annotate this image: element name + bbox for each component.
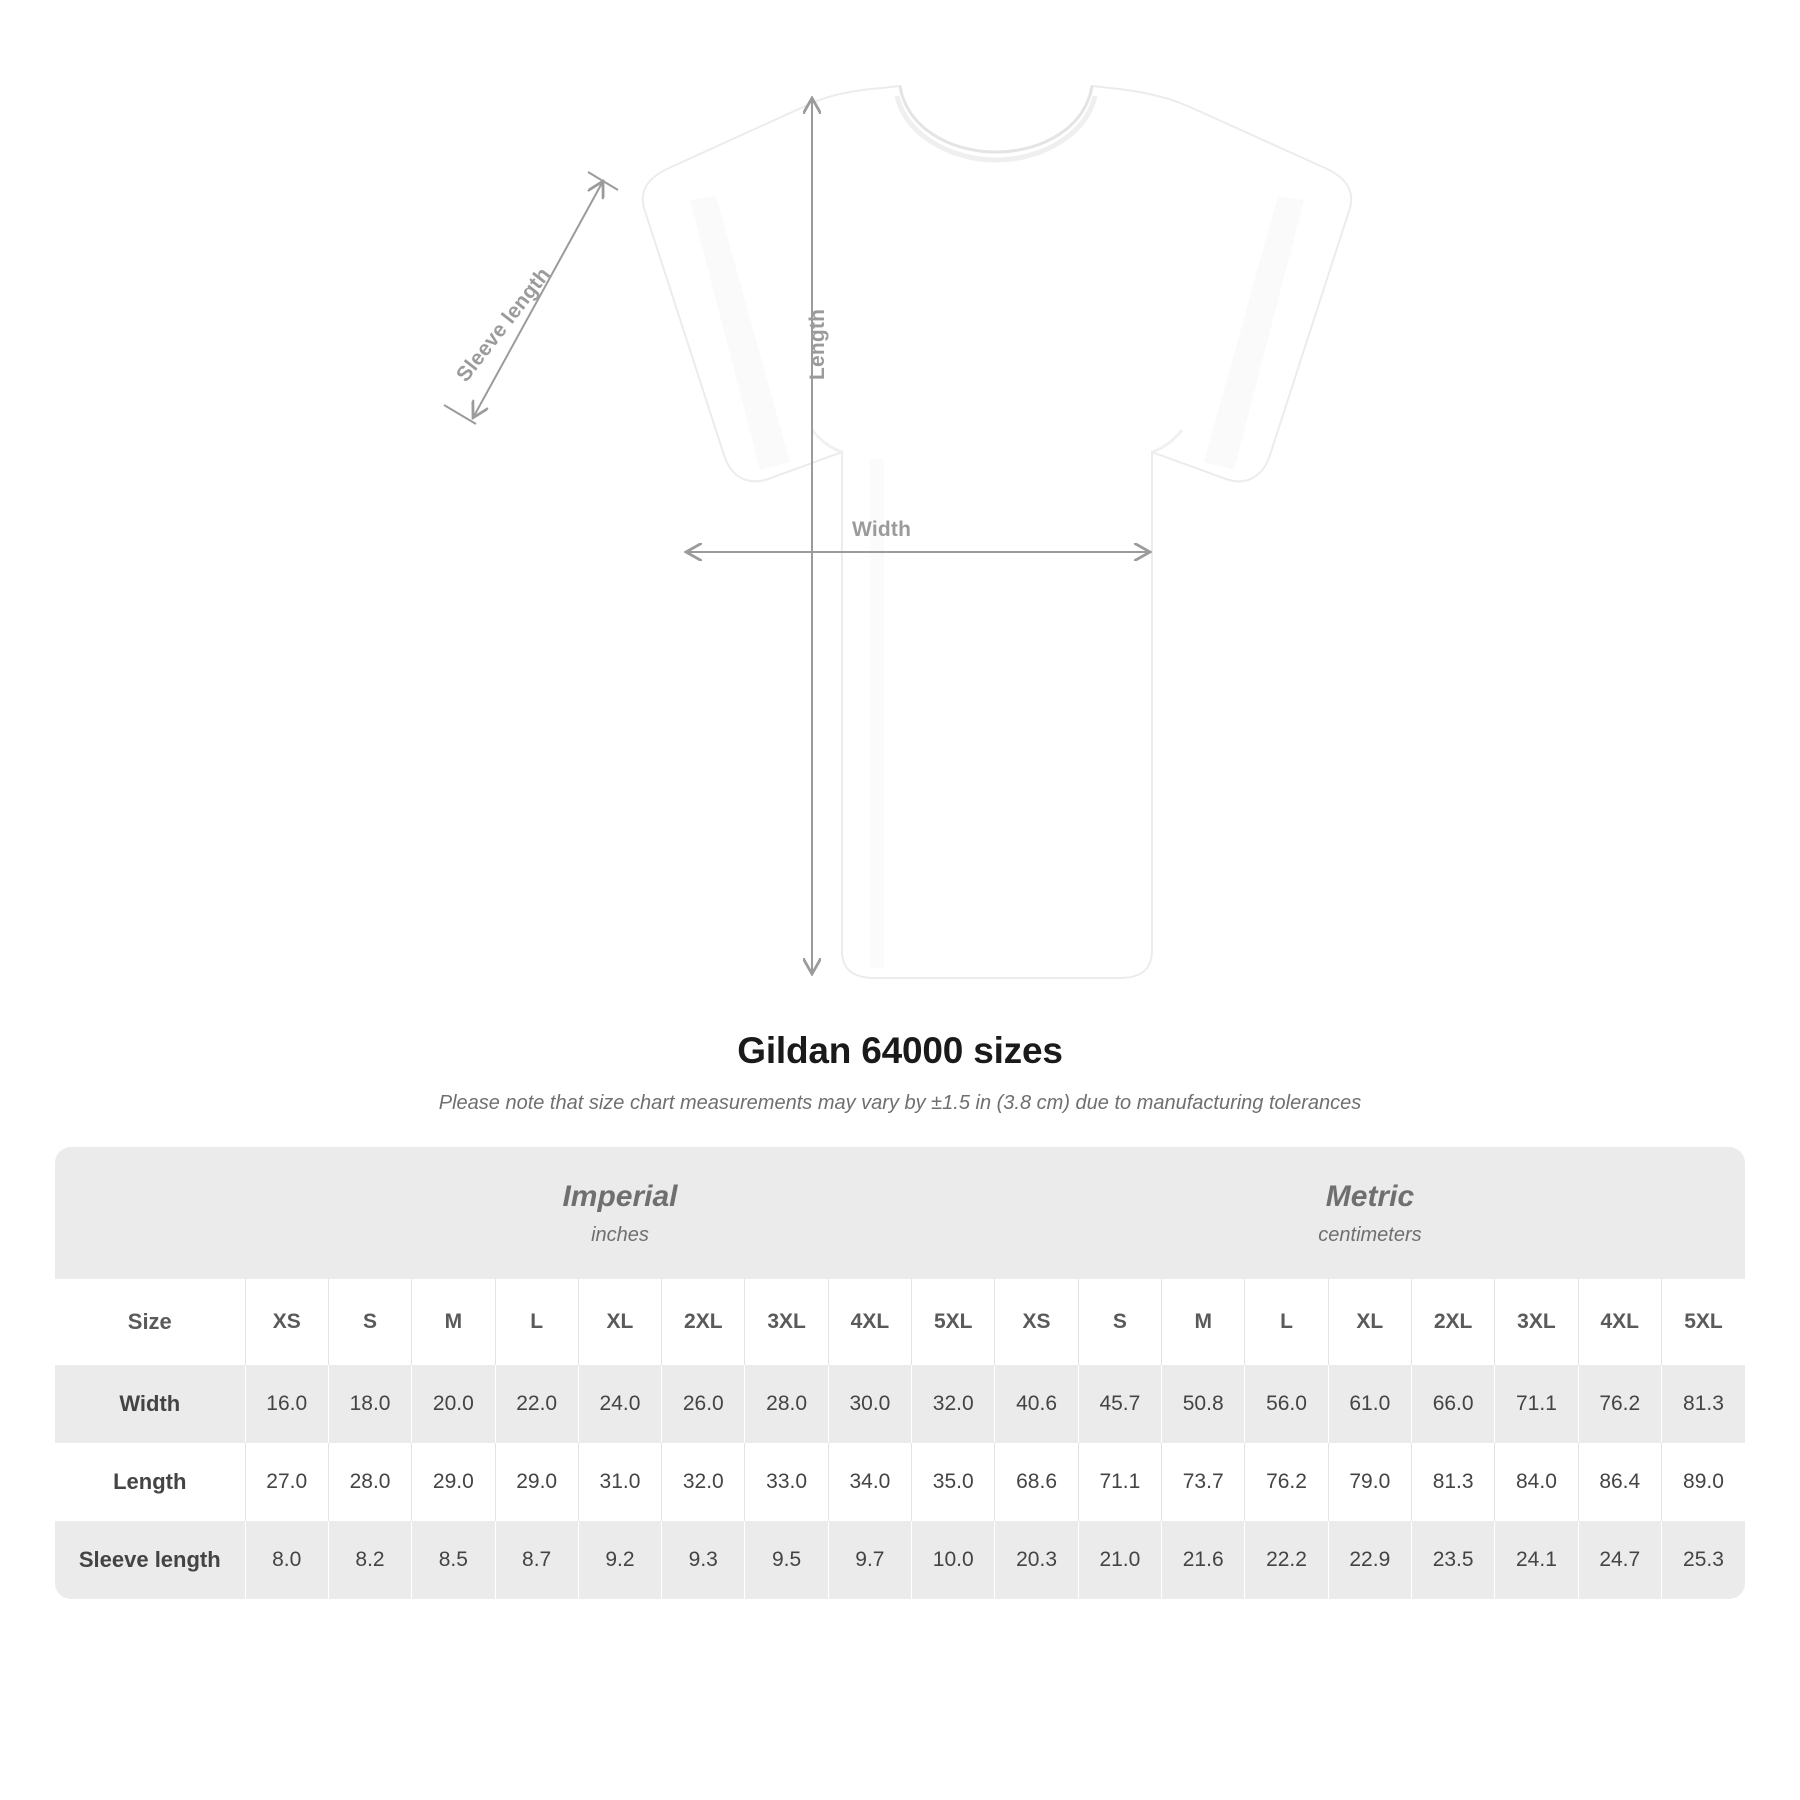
table-cell: 18.0 bbox=[328, 1365, 411, 1443]
size-header-cell: S bbox=[1078, 1279, 1161, 1365]
row-label-length: Length bbox=[55, 1443, 245, 1521]
sleeve-length-dimension-label: Sleeve length bbox=[452, 263, 556, 387]
table-cell: 40.6 bbox=[995, 1365, 1078, 1443]
table-cell: 22.0 bbox=[495, 1365, 578, 1443]
size-table-wrapper bbox=[55, 1147, 1745, 1599]
title-block bbox=[0, 1030, 1800, 1115]
unit-header-row bbox=[55, 1147, 1745, 1279]
table-cell: 61.0 bbox=[1328, 1365, 1411, 1443]
table-cell: 35.0 bbox=[912, 1443, 995, 1521]
table-cell: 9.2 bbox=[578, 1521, 661, 1599]
table-cell: 10.0 bbox=[912, 1521, 995, 1599]
table-cell: 79.0 bbox=[1328, 1443, 1411, 1521]
table-cell: 16.0 bbox=[245, 1365, 328, 1443]
table-cell: 29.0 bbox=[495, 1443, 578, 1521]
size-header-cell: XS bbox=[245, 1279, 328, 1365]
table-cell: 66.0 bbox=[1411, 1365, 1494, 1443]
unit-group-metric-name: Metric bbox=[1325, 1179, 1415, 1213]
size-header-cell: 3XL bbox=[1495, 1279, 1578, 1365]
table-cell: 84.0 bbox=[1495, 1443, 1578, 1521]
unit-group-imperial-name: Imperial bbox=[562, 1179, 678, 1213]
table-cell: 32.0 bbox=[662, 1443, 745, 1521]
size-header-cell: 2XL bbox=[662, 1279, 745, 1365]
table-cell: 76.2 bbox=[1245, 1443, 1328, 1521]
table-cell: 22.2 bbox=[1245, 1521, 1328, 1599]
table-cell: 24.7 bbox=[1578, 1521, 1661, 1599]
size-header-cell: M bbox=[412, 1279, 495, 1365]
row-label-sleeve-length: Sleeve length bbox=[55, 1521, 245, 1599]
table-cell: 31.0 bbox=[578, 1443, 661, 1521]
table-cell: 73.7 bbox=[1162, 1443, 1245, 1521]
table-cell: 27.0 bbox=[245, 1443, 328, 1521]
table-cell: 76.2 bbox=[1578, 1365, 1661, 1443]
table-cell: 81.3 bbox=[1411, 1443, 1494, 1521]
size-header-cell: 2XL bbox=[1411, 1279, 1494, 1365]
table-cell: 20.3 bbox=[995, 1521, 1078, 1599]
table-cell: 50.8 bbox=[1162, 1365, 1245, 1443]
table-cell: 29.0 bbox=[412, 1443, 495, 1521]
table-cell: 34.0 bbox=[828, 1443, 911, 1521]
table-cell: 68.6 bbox=[995, 1443, 1078, 1521]
table-cell: 8.0 bbox=[245, 1521, 328, 1599]
table-cell: 56.0 bbox=[1245, 1365, 1328, 1443]
table-cell: 24.0 bbox=[578, 1365, 661, 1443]
table-cell: 9.3 bbox=[662, 1521, 745, 1599]
size-header-cell: 4XL bbox=[1578, 1279, 1661, 1365]
table-cell: 26.0 bbox=[662, 1365, 745, 1443]
size-header-cell: 3XL bbox=[745, 1279, 828, 1365]
size-header-cell: 5XL bbox=[1661, 1279, 1745, 1365]
size-header-cell: 5XL bbox=[912, 1279, 995, 1365]
table-row bbox=[55, 1443, 1745, 1521]
size-header-cell: S bbox=[328, 1279, 411, 1365]
row-label-width: Width bbox=[55, 1365, 245, 1443]
length-dimension-label: Length bbox=[806, 308, 829, 380]
table-cell: 33.0 bbox=[745, 1443, 828, 1521]
table-cell: 25.3 bbox=[1661, 1521, 1745, 1599]
table-cell: 81.3 bbox=[1661, 1365, 1745, 1443]
table-cell: 45.7 bbox=[1078, 1365, 1161, 1443]
size-header-cell: M bbox=[1162, 1279, 1245, 1365]
page-title: Gildan 64000 sizes bbox=[737, 1030, 1063, 1071]
table-cell: 86.4 bbox=[1578, 1443, 1661, 1521]
width-dimension-label: Width bbox=[852, 518, 912, 541]
table-cell: 9.5 bbox=[745, 1521, 828, 1599]
table-cell: 23.5 bbox=[1411, 1521, 1494, 1599]
table-cell: 21.6 bbox=[1162, 1521, 1245, 1599]
size-table bbox=[55, 1147, 1745, 1599]
table-cell: 89.0 bbox=[1661, 1443, 1745, 1521]
unit-group-metric-sub: centimeters bbox=[1318, 1223, 1422, 1246]
table-cell: 8.7 bbox=[495, 1521, 578, 1599]
table-cell: 22.9 bbox=[1328, 1521, 1411, 1599]
size-header-cell: XL bbox=[1328, 1279, 1411, 1365]
size-header-cell: 4XL bbox=[828, 1279, 911, 1365]
table-cell: 8.5 bbox=[412, 1521, 495, 1599]
table-cell: 24.1 bbox=[1495, 1521, 1578, 1599]
table-cell: 28.0 bbox=[328, 1443, 411, 1521]
size-header-cell: XS bbox=[995, 1279, 1078, 1365]
size-row-label: Size bbox=[55, 1279, 245, 1365]
size-header-cell: XL bbox=[578, 1279, 661, 1365]
table-cell: 8.2 bbox=[328, 1521, 411, 1599]
unit-group-imperial-sub: inches bbox=[591, 1223, 649, 1246]
table-cell: 20.0 bbox=[412, 1365, 495, 1443]
unit-group-metric bbox=[995, 1147, 1745, 1279]
table-row bbox=[55, 1521, 1745, 1599]
table-cell: 28.0 bbox=[745, 1365, 828, 1443]
size-header-cell: L bbox=[1245, 1279, 1328, 1365]
tolerance-note: Please note that size chart measurements may vary by ±1.5 in (3.8 cm) due to manufacturing tolerances bbox=[438, 1092, 1362, 1114]
table-cell: 21.0 bbox=[1078, 1521, 1161, 1599]
table-cell: 32.0 bbox=[912, 1365, 995, 1443]
unit-group-imperial bbox=[245, 1147, 995, 1279]
table-row bbox=[55, 1365, 1745, 1443]
table-cell: 9.7 bbox=[828, 1521, 911, 1599]
size-header-cell: L bbox=[495, 1279, 578, 1365]
table-cell: 71.1 bbox=[1078, 1443, 1161, 1521]
size-header-row bbox=[55, 1279, 1745, 1365]
unit-spacer-cell bbox=[55, 1147, 245, 1279]
table-cell: 71.1 bbox=[1495, 1365, 1578, 1443]
table-cell: 30.0 bbox=[828, 1365, 911, 1443]
